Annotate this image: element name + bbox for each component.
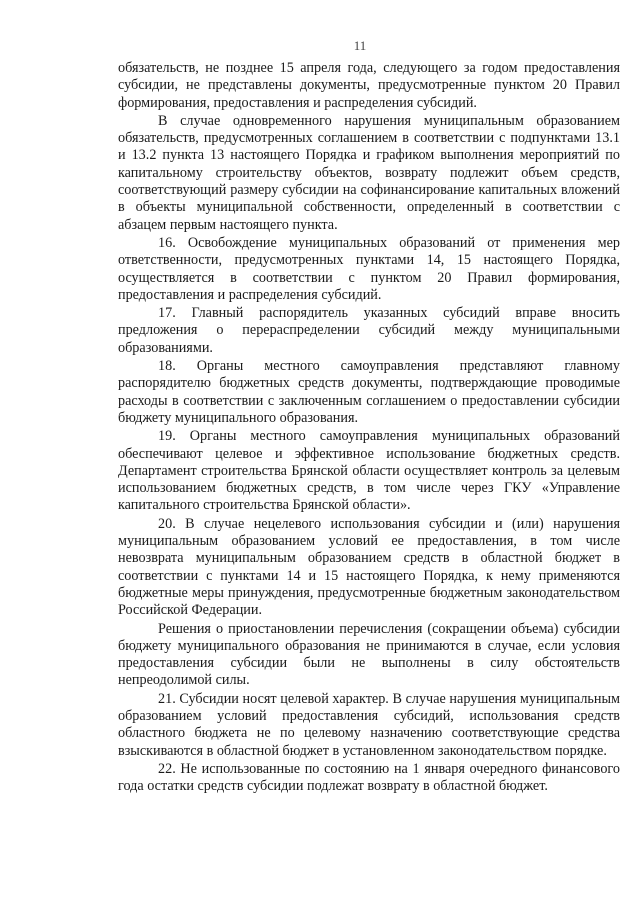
document-body (118, 60, 620, 795)
paragraph-19: 19. Органы местного самоуправления муниципальных образований обеспечивают целевое и эффективное использование бюджетных средств. Департамент строительства Брянской области осуществляет контроль за целевым использованием бюджетных средств, в том числе через ГКУ «Управление капитального строительства Брянской области». (118, 428, 620, 514)
paragraph-20-decisions: Решения о приостановлении перечисления (сокращении объема) субсидии бюджету муниципального образования не принимаются в случае, если условия предоставления субсидии были не выполнены в силу обстоятельств непреодолимой силы. (118, 620, 620, 689)
paragraph-16: 16. Освобождение муниципальных образований от применения мер ответственности, предусмотренных пунктами 14, 15 настоящего Порядка, осуществляется в соответствии с пунктом 20 Правил формирования, предоставления и распределения субсидий. (118, 234, 620, 303)
paragraph-18: 18. Органы местного самоуправления представляют главному распорядителю бюджетных средств документы, подтверждающие проводимые расходы в соответствии с заключенным соглашением о предоставлении субсидии бюджету муниципального образования. (118, 358, 620, 426)
paragraph-21: 21. Субсидии носят целевой характер. В случае нарушения муниципальным образованием условий предоставления субсидий, использования средств областного бюджета не по целевому назначению соответствующие средства взыскиваются в областной бюджет в установленном законодательством порядке. (118, 690, 620, 759)
paragraph-continuation: обязательств, не позднее 15 апреля года, следующего за годом предоставления субсидии, не представлены документы, предусмотренные пунктом 20 Правил формирования, предоставления и распределения субсидий. (118, 60, 620, 111)
paragraph-17: 17. Главный распорядитель указанных субсидий вправе вносить предложения о перераспределении субсидий между муниципальными образованиями. (118, 305, 620, 356)
page-number: 11 (353, 38, 367, 53)
paragraph-simultaneous-violation: В случае одновременного нарушения муниципальным образованием обязательств, предусмотренных соглашением в соответствии с подпунктами 13.1 и 13.2 пункта 13 настоящего Порядка и графиком выполнения мероприятий по капитальному строительству объектов, возврату подлежит объем средств, соответствующий размеру субсидии на софинансирование капитальных вложений в объекты муниципальной собственности, определенный в соответствии с абзацем первым настоящего пункта. (118, 112, 620, 233)
paragraph-20: 20. В случае нецелевого использования субсидии и (или) нарушения муниципальным образованием условий ее предоставления, в том числе невозврата муниципальным образованием средств в областной бюджет в соответствии с пунктами 14 и 15 настоящего Порядка, к нему применяются бюджетные меры принуждения, предусмотренные бюджетным законодательством Российской Федерации. (118, 515, 620, 619)
paragraph-22: 22. Не использованные по состоянию на 1 января очередного финансового года остатки средств субсидии подлежат возврату в областной бюджет. (118, 760, 620, 795)
